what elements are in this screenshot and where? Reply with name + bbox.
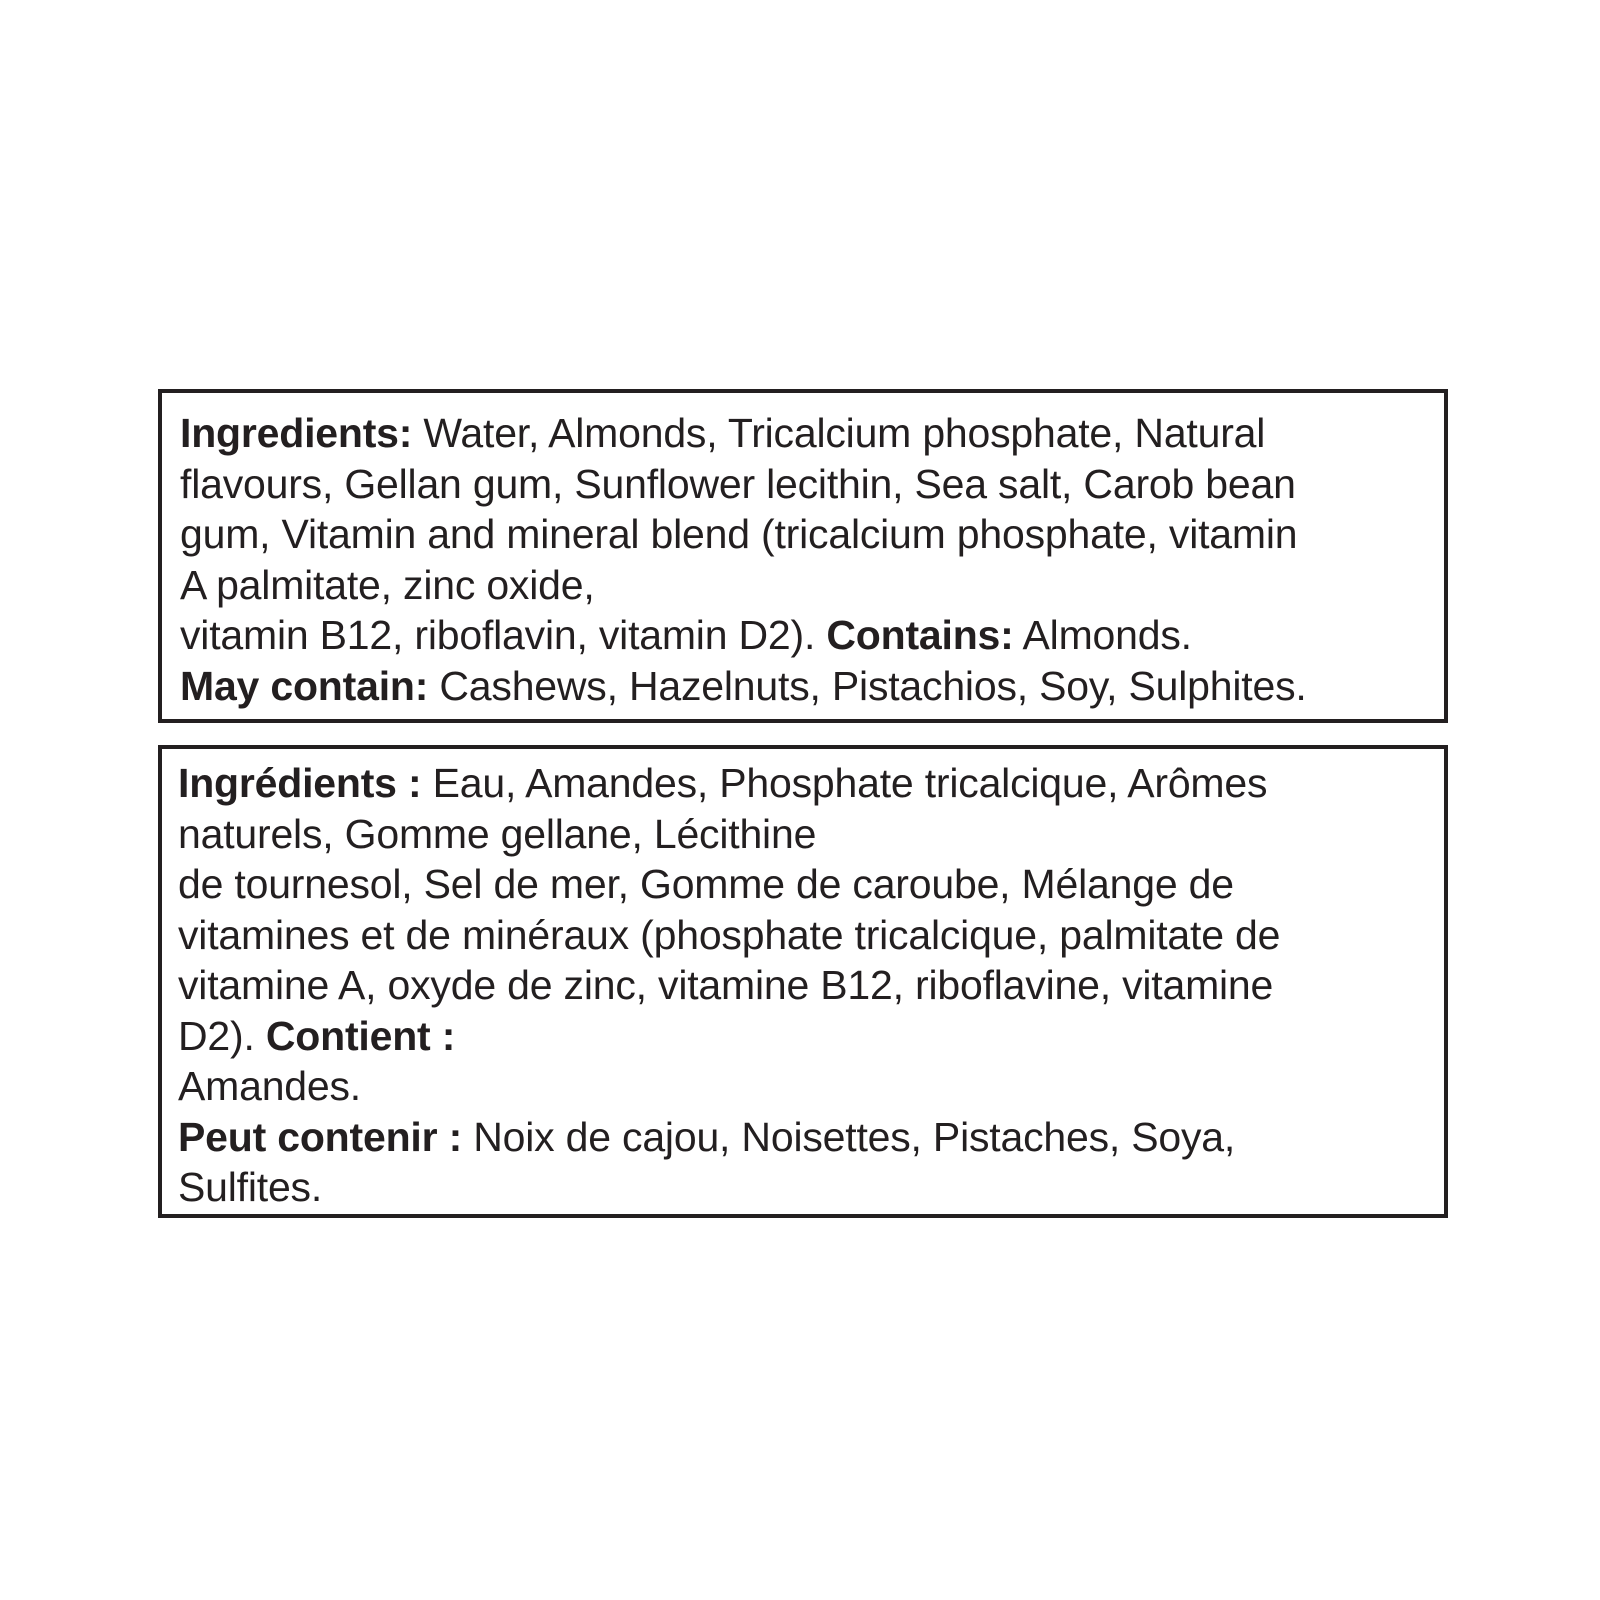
ingredients-text: naturels, Gomme gellane, Lécithine (178, 810, 817, 857)
ingredients-line (178, 859, 1434, 910)
ingredients-text: Eau, Amandes, Phosphate tricalcique, Arômes (421, 760, 1268, 806)
ingredients-line (180, 459, 1434, 510)
ingredients-panel-french (158, 745, 1448, 1218)
contains-text: Amandes. (178, 1063, 362, 1109)
ingredients-text: vitamine A, oxyde de zinc, vitamine B12, riboflavine, vitamine (178, 962, 1274, 1008)
may-contain-line (180, 661, 1434, 712)
ingredients-line (178, 809, 1434, 860)
contains-heading: Contient : (265, 1012, 456, 1059)
may-contain-line (178, 1162, 1434, 1213)
ingredients-text: vitamines et de minéraux (phosphate tricalcique, palmitate de (178, 911, 1281, 958)
contains-line (180, 610, 1434, 661)
ingredients-heading: Ingrédients : (178, 760, 422, 806)
ingredients-text: Water, Almonds, Tricalcium phosphate, Natural (412, 410, 1266, 456)
may-contain-heading: May contain: (180, 662, 429, 709)
ingredients-line (180, 509, 1434, 560)
may-contain-text: Cashews, Hazelnuts, Pistachios, Soy, Sulphites. (428, 662, 1307, 709)
ingredients-text: gum, Vitamin and mineral blend (tricalcium phosphate, vitamin (180, 511, 1298, 557)
ingredients-text: de tournesol, Sel de mer, Gomme de caroube, Mélange de (178, 861, 1234, 907)
ingredients-text: A palmitate, zinc oxide, (180, 561, 595, 608)
contains-heading: Contains: (826, 612, 1014, 658)
may-contain-text: Sulfites. (178, 1164, 323, 1210)
ingredients-line (178, 910, 1434, 961)
contains-text: Almonds. (1013, 612, 1192, 658)
contains-text-line (178, 1061, 1434, 1112)
ingredients-panel-english (158, 389, 1448, 723)
ingredients-line (178, 758, 1434, 809)
may-contain-heading: Peut contenir : (178, 1113, 463, 1160)
ingredients-text: D2). (178, 1012, 266, 1059)
may-contain-line (178, 1112, 1434, 1163)
ingredients-text: vitamin B12, riboflavin, vitamin D2). (180, 612, 827, 658)
ingredients-text: flavours, Gellan gum, Sunflower lecithin, Sea salt, Carob bean (180, 460, 1296, 507)
ingredients-line (180, 408, 1434, 459)
ingredients-line (178, 960, 1434, 1011)
ingredients-line (180, 560, 1434, 611)
ingredients-heading: Ingredients: (180, 410, 413, 456)
contains-line (178, 1011, 1434, 1062)
may-contain-text: Noix de cajou, Noisettes, Pistaches, Soya, (462, 1113, 1236, 1160)
